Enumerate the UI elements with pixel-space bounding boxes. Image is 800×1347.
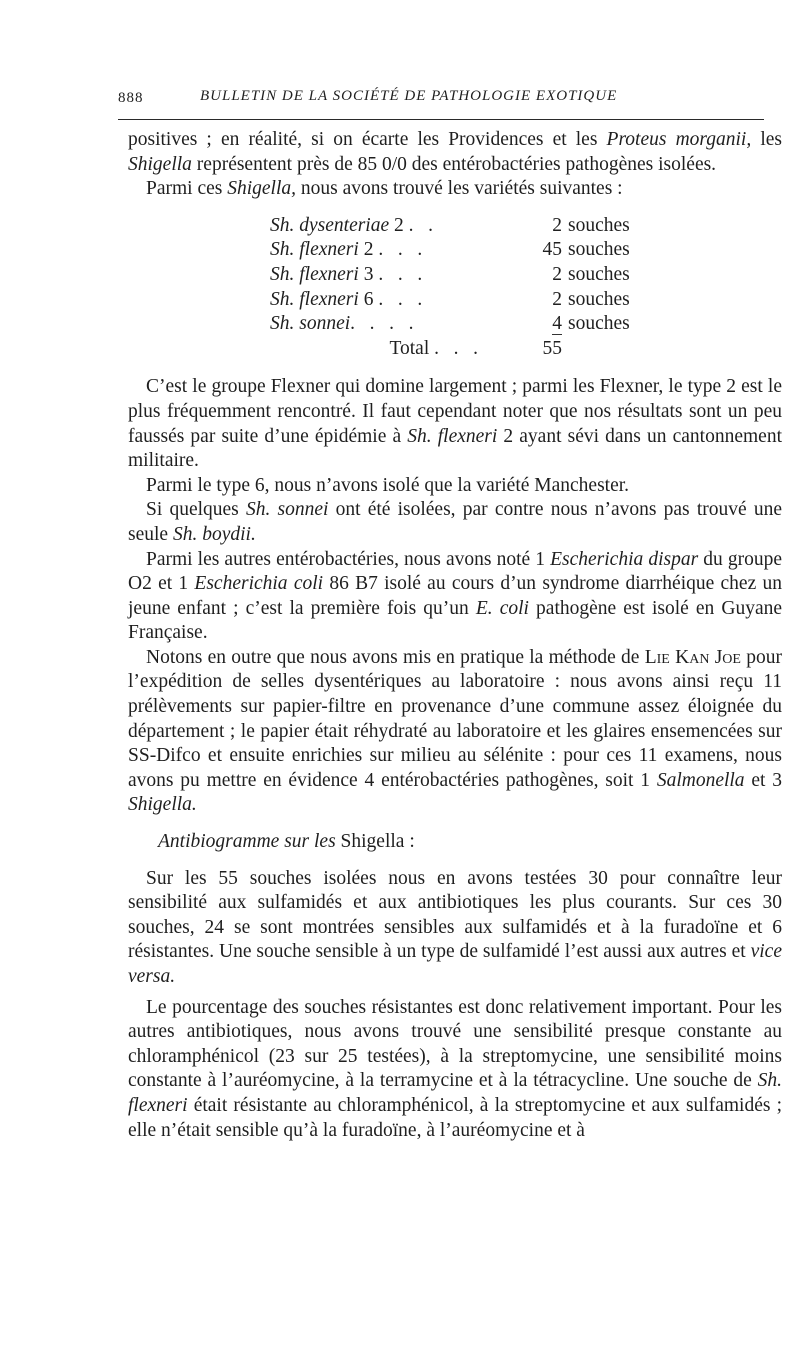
paragraph: Le pourcentage des souches résistantes est donc relativement important. Pour les autres antibiotiques, nous avons trouvé une sensibilité presque constante au chloramphénicol (23 sur 25 testées), à la streptomycine, une sensibilité moins constante à l’auréomycine, à la terramycine et à la tétracycline. Une souche de Sh. flexneri était résistante au chloramphénicol, à la streptomycine et aux sulfamidés ; elle n’était sensible qu’à la furadoïne, à l’auréomycine et à: [128, 996, 782, 1141]
table-row: Sh. sonnei. . . . 4 souches: [270, 313, 630, 335]
table-row: Sh. flexneri 6 . . . 2 souches: [270, 288, 630, 310]
paragraph: C’est le groupe Flexner qui domine largement ; parmi les Flexner, le type 2 est le plus fréquemment rencontré. Il faut cependant noter que nos résultats sont un peu faussés par suite d’une épidémie à Sh. flexneri 2 ayant sévi dans un cantonnement militaire.: [128, 376, 782, 472]
species-table: [270, 214, 630, 362]
body-text: [128, 128, 782, 1143]
page-header: [118, 88, 768, 116]
table-row: Sh. flexneri 3 . . . 2 souches: [270, 263, 630, 285]
paragraph: Parmi le type 6, nous n’avons isolé que la variété Manchester.: [146, 474, 630, 496]
running-title: BULLETIN DE LA SOCIÉTÉ DE PATHOLOGIE EXOTIQUE: [200, 88, 618, 104]
header-rule: [118, 119, 764, 120]
page-number: 888: [118, 90, 144, 106]
paragraph: Sur les 55 souches isolées nous en avons testées 30 pour connaître leur sensibilité aux sulfamidés et aux antibiotiques les plus courants. Sur ces 30 souches, 24 se sont montrées sensibles aux sulfamidés et à la furadoïne et 6 résistantes. Une souche sensible à un type de sulfamidé l’est aussi aux autres et vice versa.: [128, 867, 782, 987]
paragraph: Parmi ces Shigella, nous avons trouvé les variétés suivantes :: [146, 178, 623, 200]
section-heading: Antibiogramme sur les Shigella :: [158, 831, 415, 853]
table-row: Sh. dysenteriae 2 . . 2 souches: [270, 214, 630, 236]
paragraph: Si quelques Sh. sonnei ont été isolées, par contre nous n’avons pas trouvé une seule Sh. boydii.: [128, 499, 782, 545]
paragraph: positives ; en réalité, si on écarte les Providences et les Proteus morganii, les Shigella représentent près de 85 0/0 des entérobactéries pathogènes isolées.: [128, 129, 782, 175]
table-row: Sh. flexneri 2 . . . 45 souches: [270, 239, 630, 261]
paragraph: Parmi les autres entérobactéries, nous avons noté 1 Escherichia dispar du groupe O2 et 1 Escherichia coli 86 B7 isolé au cours d’un syndrome diarrhéique chez un jeune enfant ; c’est la première fois qu’un E. coli pathogène est isolé en Guyane Française.: [128, 548, 783, 644]
paragraph: Notons en outre que nous avons mis en pratique la méthode de Lie Kan Joe pour l’expédition de selles dysentériques au laboratoire : nous avons ainsi reçu 11 prélèvements sur papier-filtre en provenance d’une commune assez éloignée du département ; le papier était réhydraté au laboratoire et les glaires ensemencées sur SS-Difco et ensuite enrichies sur milieu au sélénite : pour ces 11 examens, nous avons pu mettre en évidence 4 entérobactéries pathogènes, soit 1 Salmonella et 3 Shigella.: [128, 646, 783, 816]
total-row: Total . . . 55: [389, 337, 562, 359]
